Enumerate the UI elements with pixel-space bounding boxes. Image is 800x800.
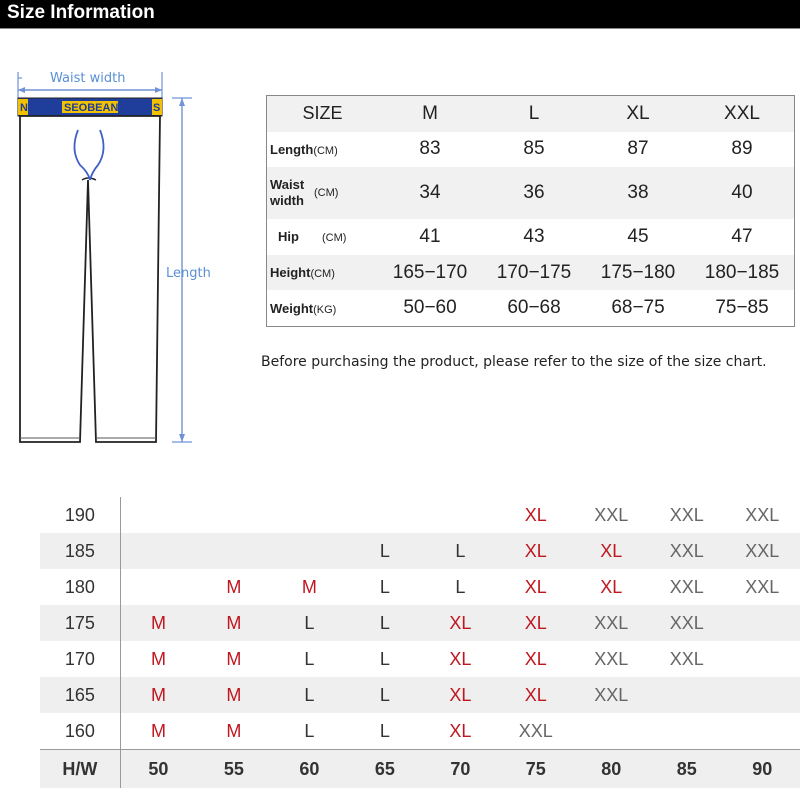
grid-height-label: 180 [40, 569, 120, 605]
grid-cell: XL [449, 612, 472, 633]
grid-row-180 [40, 569, 800, 605]
grid-cell: XXL [594, 648, 629, 669]
grid-weight-label: 85 [649, 750, 724, 789]
grid-cell: XXL [669, 504, 704, 525]
grid-cell: L [379, 648, 390, 669]
grid-cell: XXL [669, 540, 704, 561]
grid-cell: XL [524, 684, 547, 705]
pants-outline [20, 116, 160, 442]
grid-cell: M [150, 684, 166, 705]
grid-cell: L [455, 540, 466, 561]
grid-height-label: 185 [40, 533, 120, 569]
size-row-length [267, 132, 794, 168]
grid-cell: L [379, 540, 390, 561]
grid-cell: XXL [669, 648, 704, 669]
grid-row-160 [40, 713, 800, 750]
grid-cell [347, 497, 422, 533]
size-row-hip [267, 219, 794, 255]
table-cell: 34 [419, 182, 441, 204]
table-cell: 50−60 [403, 297, 457, 319]
grid-weight-label: 55 [196, 750, 271, 789]
grid-cell: XXL [594, 684, 629, 705]
size-row-height [267, 255, 794, 291]
grid-cell: L [304, 612, 315, 633]
table-cell: 175−180 [600, 261, 676, 283]
grid-cell: M [226, 576, 242, 597]
table-cell: 87 [627, 138, 649, 160]
grid-cell: XXL [669, 612, 704, 633]
height-weight-grid [40, 497, 800, 787]
grid-row-170 [40, 641, 800, 677]
grid-cell: XL [449, 720, 472, 741]
pants-diagram [0, 60, 230, 460]
table-cell: 165−170 [392, 261, 468, 283]
size-chart-note: Before purchasing the product, please refer to the size of the size chart. [261, 354, 767, 370]
grid-cell: XL [524, 504, 547, 525]
grid-cell: XXL [745, 504, 780, 525]
grid-cell [724, 713, 800, 750]
table-cell: 60−68 [507, 297, 561, 319]
grid-cell: L [379, 720, 390, 741]
grid-cell [724, 641, 800, 677]
grid-cell: L [304, 684, 315, 705]
grid-cell [272, 533, 347, 569]
grid-cell: L [379, 576, 390, 597]
size-col-l: L [528, 102, 540, 124]
grid-cell: XXL [518, 720, 553, 741]
grid-height-label: 160 [40, 713, 120, 750]
grid-cell: XXL [669, 576, 704, 597]
table-cell: 85 [523, 138, 545, 160]
grid-cell [196, 533, 271, 569]
grid-cell: L [379, 684, 390, 705]
grid-height-label: 165 [40, 677, 120, 713]
row-label: Waist width (CM) [270, 177, 339, 209]
table-cell: 83 [419, 138, 441, 160]
grid-cell [120, 533, 196, 569]
table-cell: 43 [523, 225, 545, 247]
grid-cell [272, 497, 347, 533]
grid-height-label: 190 [40, 497, 120, 533]
grid-cell: XXL [594, 612, 629, 633]
grid-row-165 [40, 677, 800, 713]
page-title: Size Information [7, 2, 155, 23]
grid-cell: XL [449, 684, 472, 705]
grid-cell: XL [600, 540, 623, 561]
grid-cell [724, 677, 800, 713]
grid-cell: XXL [594, 504, 629, 525]
size-table [266, 95, 795, 327]
grid-cell: XXL [745, 576, 780, 597]
grid-cell: XL [449, 648, 472, 669]
grid-cell: M [150, 720, 166, 741]
table-cell: 47 [731, 225, 753, 247]
grid-cell [649, 677, 724, 713]
size-col-m: M [422, 102, 438, 124]
waist-width-label: Waist width [50, 71, 126, 86]
grid-weight-label: 75 [498, 750, 573, 789]
table-cell: 45 [627, 225, 649, 247]
grid-cell: M [150, 648, 166, 669]
grid-cell: XL [600, 576, 623, 597]
row-label: Weight(KG) [270, 300, 337, 316]
length-label: Length [166, 266, 211, 281]
header-bar [0, 0, 800, 29]
grid-cell: M [226, 720, 242, 741]
grid-cell: L [304, 720, 315, 741]
table-cell: 40 [731, 182, 753, 204]
grid-weight-label: 60 [272, 750, 347, 789]
grid-cell: XL [524, 576, 547, 597]
size-col-header: SIZE [302, 103, 343, 124]
grid-height-label: 175 [40, 605, 120, 641]
grid-cell [724, 605, 800, 641]
grid-cell [196, 497, 271, 533]
height-weight-table [40, 497, 800, 788]
waistband-right-letter: S [153, 102, 161, 114]
grid-cell: XL [524, 648, 547, 669]
grid-row-185 [40, 533, 800, 569]
table-cell: 68−75 [611, 297, 665, 319]
grid-row-175 [40, 605, 800, 641]
grid-cell: L [304, 648, 315, 669]
grid-cell: XL [524, 540, 547, 561]
grid-weight-label: 70 [423, 750, 498, 789]
grid-cell: L [455, 576, 466, 597]
size-col-xl: XL [626, 102, 650, 124]
size-row-waist [267, 167, 794, 219]
grid-row-190 [40, 497, 800, 533]
grid-weight-label: 80 [574, 750, 649, 789]
waistband-left-letter: N [20, 102, 28, 114]
grid-cell: XL [524, 612, 547, 633]
size-row-weight [267, 290, 794, 326]
grid-cell: M [226, 612, 242, 633]
grid-cell [574, 713, 649, 750]
grid-cell: L [379, 612, 390, 633]
table-cell: 180−185 [704, 261, 780, 283]
grid-cell: M [226, 648, 242, 669]
table-cell: 38 [627, 182, 649, 204]
grid-cell: M [226, 684, 242, 705]
grid-weight-label: 50 [120, 750, 196, 789]
grid-corner-label: H/W [40, 750, 120, 789]
row-label: Height(CM) [270, 265, 335, 281]
size-table-header [267, 96, 794, 132]
grid-cell [120, 569, 196, 605]
grid-cell: XXL [745, 540, 780, 561]
table-cell: 36 [523, 182, 545, 204]
grid-height-label: 170 [40, 641, 120, 677]
waistband-brand: SEOBEAN [64, 102, 119, 114]
table-cell: 75−85 [715, 297, 769, 319]
grid-weight-label: 65 [347, 750, 422, 789]
table-cell: 170−175 [496, 261, 572, 283]
grid-cell [423, 497, 498, 533]
size-col-xxl: XXL [724, 102, 760, 124]
grid-weight-row [40, 750, 800, 789]
grid-cell: M [150, 612, 166, 633]
row-label: Hip (CM) [278, 229, 347, 245]
header-divider [0, 28, 800, 29]
table-cell: 41 [419, 225, 441, 247]
table-cell: 89 [731, 138, 753, 160]
grid-weight-label: 90 [724, 750, 800, 789]
grid-cell [120, 497, 196, 533]
grid-cell [649, 713, 724, 750]
grid-cell: M [301, 576, 317, 597]
row-label: Length(CM) [270, 141, 338, 157]
